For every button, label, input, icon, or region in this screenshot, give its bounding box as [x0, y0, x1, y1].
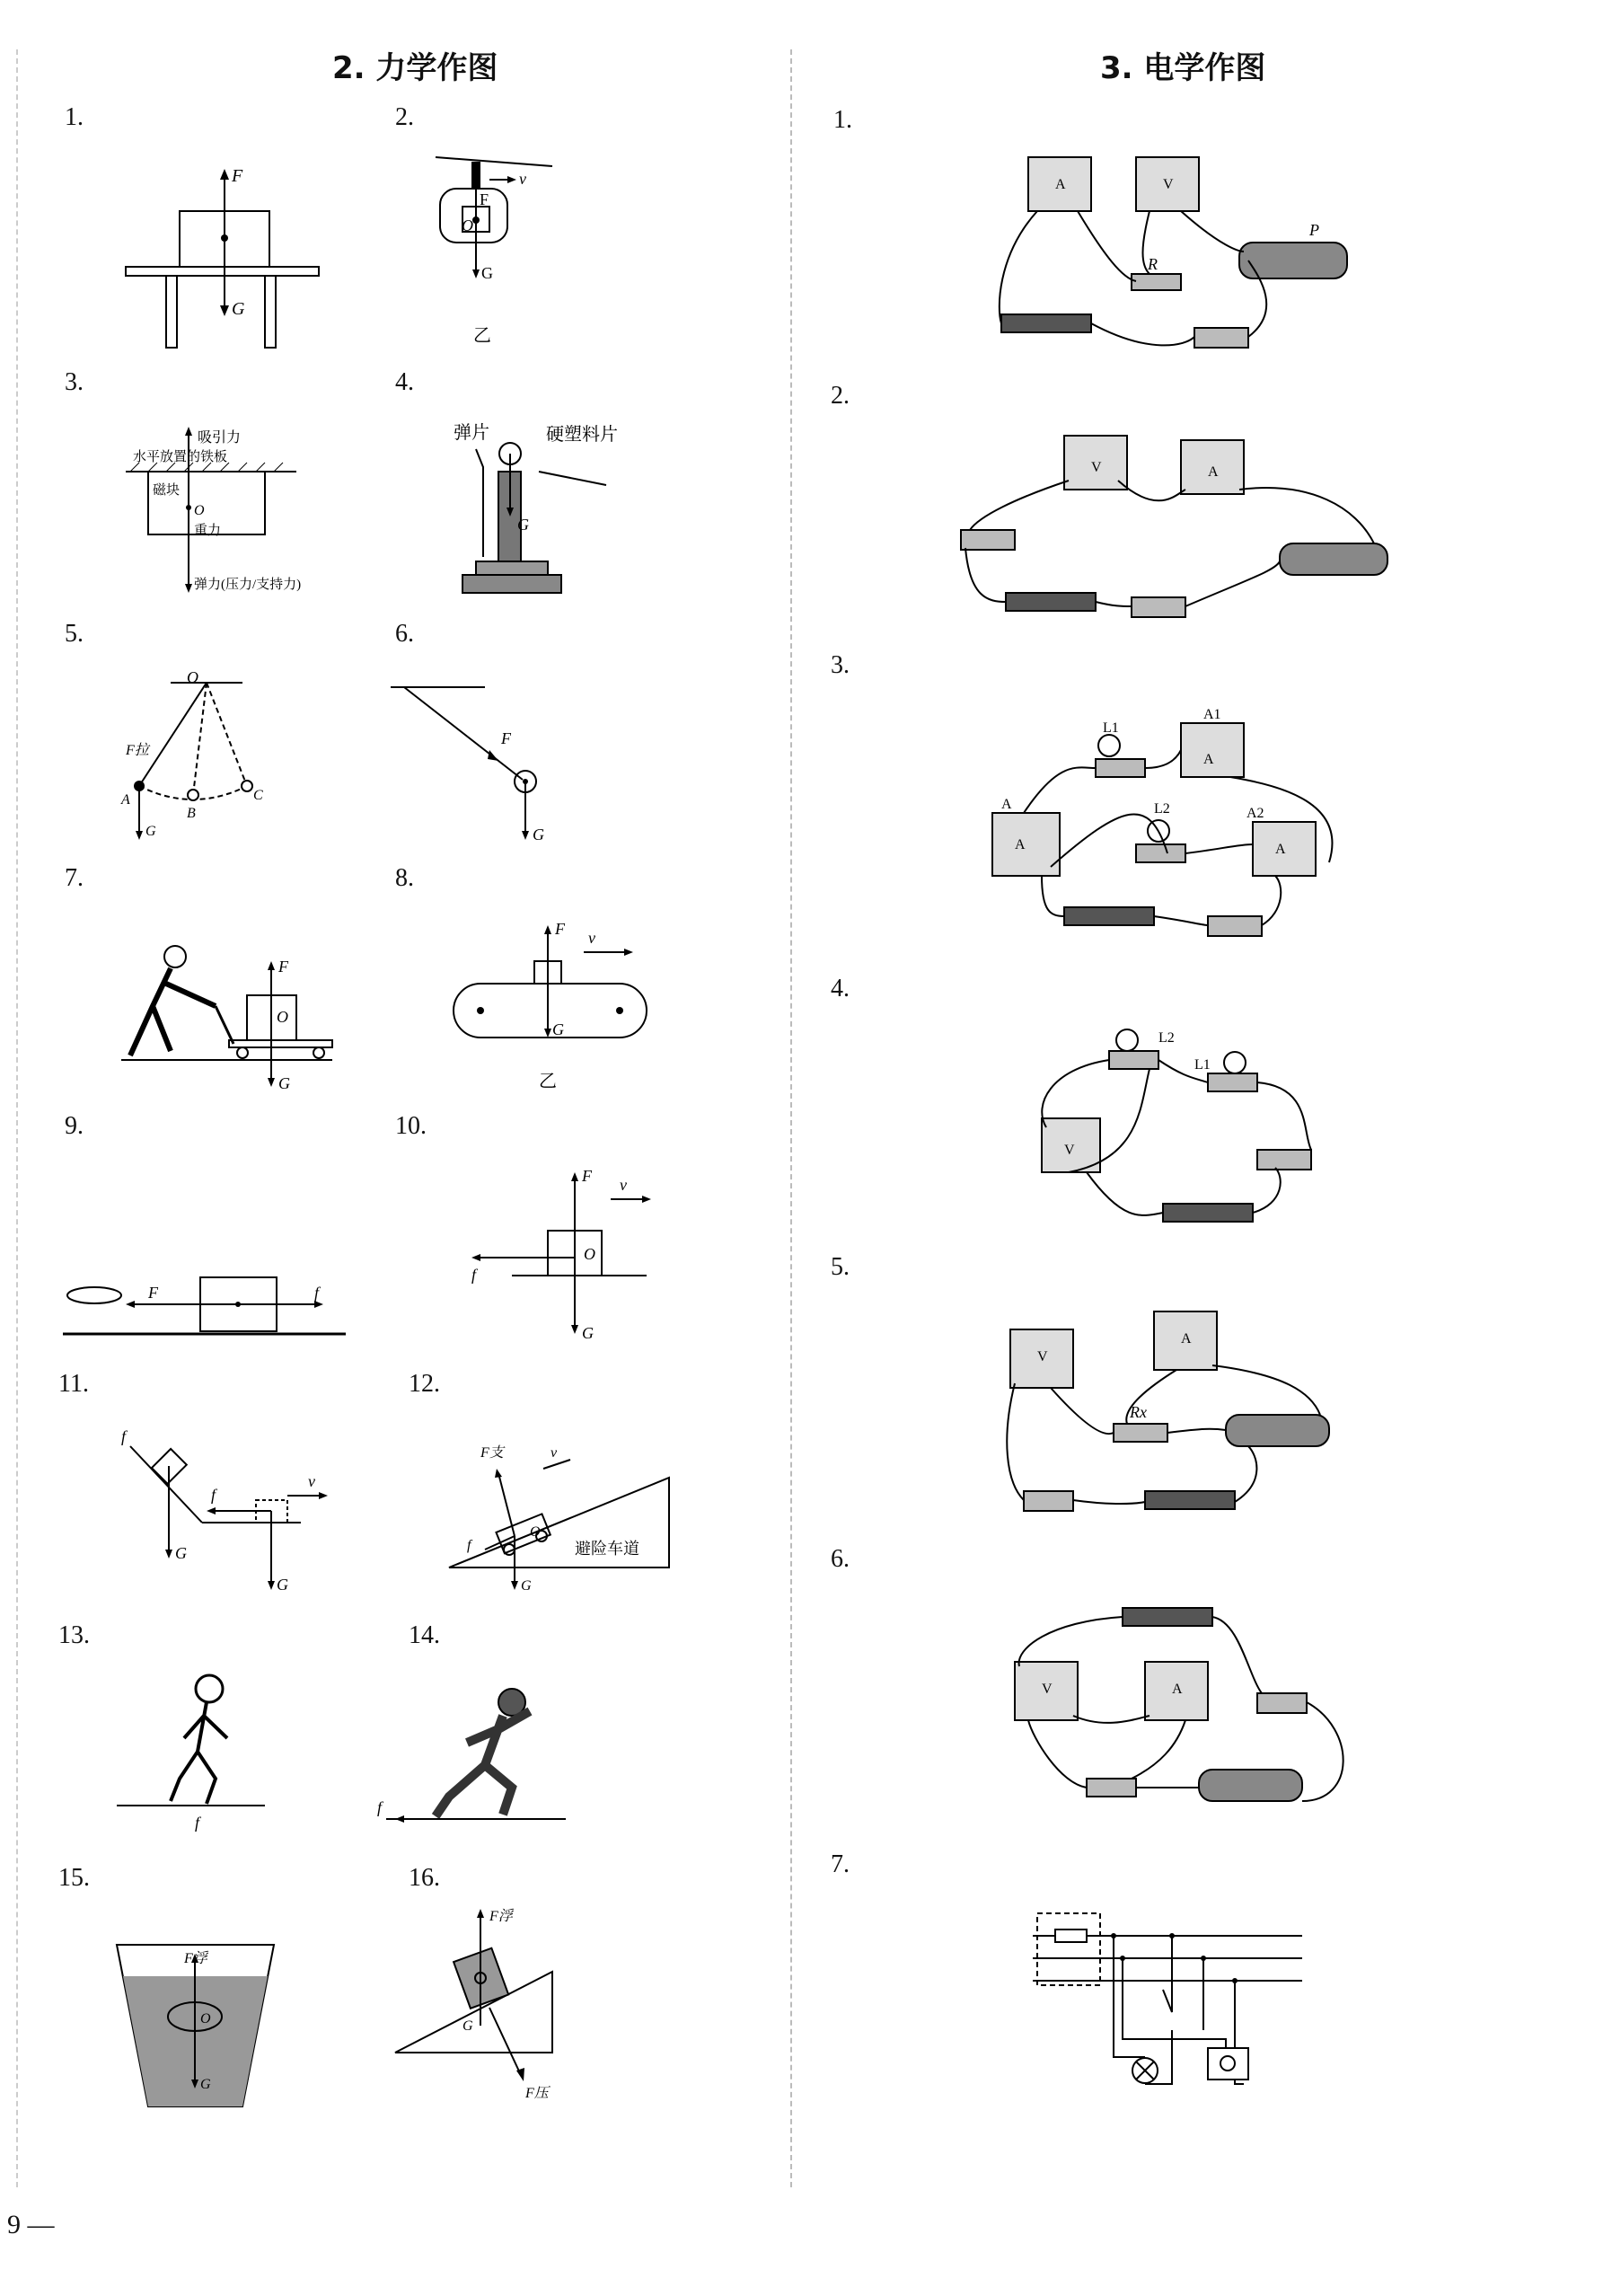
- figure-magnet-block: [117, 418, 386, 606]
- svg-text:O: O: [584, 1245, 595, 1263]
- svg-text:G: G: [517, 516, 529, 534]
- svg-text:弹片: 弹片: [454, 423, 489, 443]
- svg-text:G: G: [521, 1578, 532, 1594]
- svg-text:A: A: [1275, 842, 1286, 857]
- svg-text:R: R: [1148, 255, 1158, 273]
- svg-text:避险车道: 避险车道: [575, 1540, 639, 1558]
- figure-spring-piece: [449, 413, 656, 606]
- page-number: 9 —: [7, 2210, 55, 2239]
- svg-text:F: F: [501, 729, 511, 747]
- figure-conveyor: [440, 907, 665, 1096]
- svg-text:A2: A2: [1246, 806, 1264, 821]
- svg-text:O: O: [187, 669, 198, 686]
- item-number-14: 14.: [409, 1621, 440, 1649]
- svg-text:G: G: [533, 826, 544, 843]
- svg-text:重力: 重力: [194, 524, 222, 538]
- circuit-5: [997, 1303, 1374, 1527]
- svg-text:G: G: [175, 1544, 187, 1562]
- svg-text:Rx: Rx: [1130, 1403, 1147, 1421]
- svg-text:乙: 乙: [539, 1072, 557, 1091]
- svg-text:A1: A1: [1203, 707, 1221, 722]
- svg-text:乙: 乙: [473, 326, 491, 346]
- item-number-8: 8.: [395, 864, 414, 892]
- figure-slope-slide: [112, 1419, 337, 1599]
- svg-text:v: v: [308, 1472, 315, 1490]
- svg-text:G: G: [462, 2018, 473, 2034]
- svg-text:v: v: [588, 929, 595, 947]
- svg-text:F压: F压: [525, 2086, 549, 2101]
- svg-text:A: A: [1055, 177, 1066, 192]
- figure-escape-lane: [445, 1428, 687, 1599]
- svg-text:F: F: [148, 1284, 158, 1302]
- circuit-2: [952, 427, 1419, 642]
- elec-item-number-5: 5.: [831, 1253, 850, 1281]
- svg-text:L1: L1: [1103, 720, 1119, 736]
- svg-text:F: F: [278, 958, 288, 976]
- svg-text:G: G: [481, 264, 493, 282]
- circuit-6: [997, 1594, 1374, 1828]
- svg-text:F: F: [555, 920, 565, 938]
- svg-text:A: A: [1001, 797, 1012, 812]
- svg-text:f: f: [377, 1798, 383, 1816]
- figure-box-friction: [458, 1159, 665, 1347]
- svg-text:F: F: [582, 1167, 592, 1185]
- item-number-13: 13.: [58, 1621, 90, 1649]
- svg-text:A: A: [1181, 1331, 1192, 1347]
- figure-cable-car: [422, 144, 584, 350]
- svg-text:硬塑料片: 硬塑料片: [546, 425, 618, 445]
- item-number-3: 3.: [65, 368, 84, 396]
- svg-text:A: A: [1208, 464, 1219, 480]
- svg-text:O: O: [277, 1008, 288, 1026]
- svg-text:吸引力: 吸引力: [198, 430, 242, 446]
- svg-text:v: v: [620, 1176, 627, 1194]
- svg-text:C: C: [253, 788, 263, 803]
- svg-text:G: G: [582, 1324, 594, 1342]
- column-divider: [790, 49, 792, 2187]
- svg-text:v: v: [551, 1445, 558, 1461]
- elec-item-number-2: 2.: [831, 382, 850, 410]
- elec-item-number-3: 3.: [831, 651, 850, 679]
- left-margin-line: [16, 49, 18, 2187]
- svg-text:F拉: F拉: [126, 743, 149, 758]
- svg-text:V: V: [1037, 1349, 1048, 1364]
- svg-text:A: A: [1015, 837, 1026, 852]
- svg-text:f: f: [314, 1284, 320, 1302]
- item-number-16: 16.: [409, 1864, 440, 1892]
- svg-text:f: f: [121, 1427, 127, 1445]
- item-number-15: 15.: [58, 1864, 90, 1892]
- svg-text:F: F: [480, 190, 489, 208]
- svg-text:f: f: [467, 1538, 471, 1553]
- item-number-6: 6.: [395, 620, 414, 648]
- circuit-4: [1015, 1024, 1356, 1240]
- figure-floating-object: [112, 1936, 292, 2115]
- circuit-3: [988, 696, 1401, 957]
- figure-runner: [368, 1680, 575, 1841]
- svg-text:F浮: F浮: [489, 1909, 513, 1924]
- item-number-11: 11.: [58, 1370, 89, 1398]
- svg-text:水平放置的铁板: 水平放置的铁板: [133, 450, 228, 464]
- elec-item-number-7: 7.: [831, 1850, 850, 1878]
- svg-text:V: V: [1091, 460, 1102, 475]
- svg-text:L2: L2: [1158, 1030, 1175, 1046]
- item-number-7: 7.: [65, 864, 84, 892]
- item-number-12: 12.: [409, 1370, 440, 1398]
- item-number-4: 4.: [395, 368, 414, 396]
- svg-text:弹力(压力/支持力): 弹力(压力/支持力): [194, 578, 302, 592]
- elec-item-number-4: 4.: [831, 975, 850, 1002]
- figure-cup-on-incline: [391, 1904, 588, 2111]
- svg-text:G: G: [552, 1020, 564, 1038]
- elec-item-number-6: 6.: [831, 1545, 850, 1573]
- svg-text:F支: F支: [480, 1445, 504, 1461]
- figure-box-on-table: [117, 162, 368, 359]
- item-number-1: 1.: [65, 103, 84, 131]
- svg-text:V: V: [1064, 1143, 1075, 1158]
- svg-text:G: G: [278, 1074, 290, 1092]
- mechanics-title: 2. 力学作图: [332, 50, 498, 86]
- svg-text:O: O: [462, 216, 473, 234]
- item-number-5: 5.: [65, 620, 84, 648]
- svg-text:V: V: [1042, 1682, 1053, 1697]
- svg-text:B: B: [187, 806, 196, 821]
- svg-text:G: G: [145, 824, 156, 839]
- item-number-2: 2.: [395, 103, 414, 131]
- item-number-10: 10.: [395, 1112, 427, 1140]
- svg-text:f: f: [211, 1486, 216, 1504]
- svg-text:O: O: [530, 1524, 541, 1540]
- svg-text:f: f: [471, 1266, 477, 1284]
- circuit-7-household: [1028, 1904, 1316, 2111]
- svg-text:v: v: [519, 170, 526, 188]
- svg-text:磁块: 磁块: [153, 483, 181, 498]
- electricity-title: 3. 电学作图: [1100, 50, 1266, 86]
- svg-text:f: f: [195, 1814, 200, 1832]
- svg-text:O: O: [194, 503, 205, 518]
- svg-text:L1: L1: [1194, 1057, 1211, 1073]
- label-F: F: [232, 166, 243, 186]
- figure-walker: [112, 1671, 292, 1841]
- label-G: G: [232, 299, 245, 319]
- figure-pendulum: [108, 669, 305, 849]
- svg-text:A: A: [1203, 752, 1214, 767]
- svg-text:A: A: [1172, 1682, 1183, 1697]
- figure-hand-pull: [58, 1258, 355, 1347]
- svg-text:F浮: F浮: [184, 1951, 207, 1966]
- svg-text:V: V: [1163, 177, 1174, 192]
- circuit-1: [988, 148, 1401, 364]
- svg-text:L2: L2: [1154, 801, 1170, 817]
- svg-text:P: P: [1309, 221, 1319, 239]
- svg-text:A: A: [121, 792, 130, 808]
- svg-text:O: O: [200, 2011, 211, 2027]
- elec-item-number-1: 1.: [833, 106, 852, 134]
- svg-text:G: G: [277, 1576, 288, 1594]
- item-number-9: 9.: [65, 1112, 84, 1140]
- figure-pushing-cart: [117, 934, 341, 1096]
- svg-text:G: G: [200, 2077, 211, 2092]
- figure-hanging-ball: [386, 674, 584, 853]
